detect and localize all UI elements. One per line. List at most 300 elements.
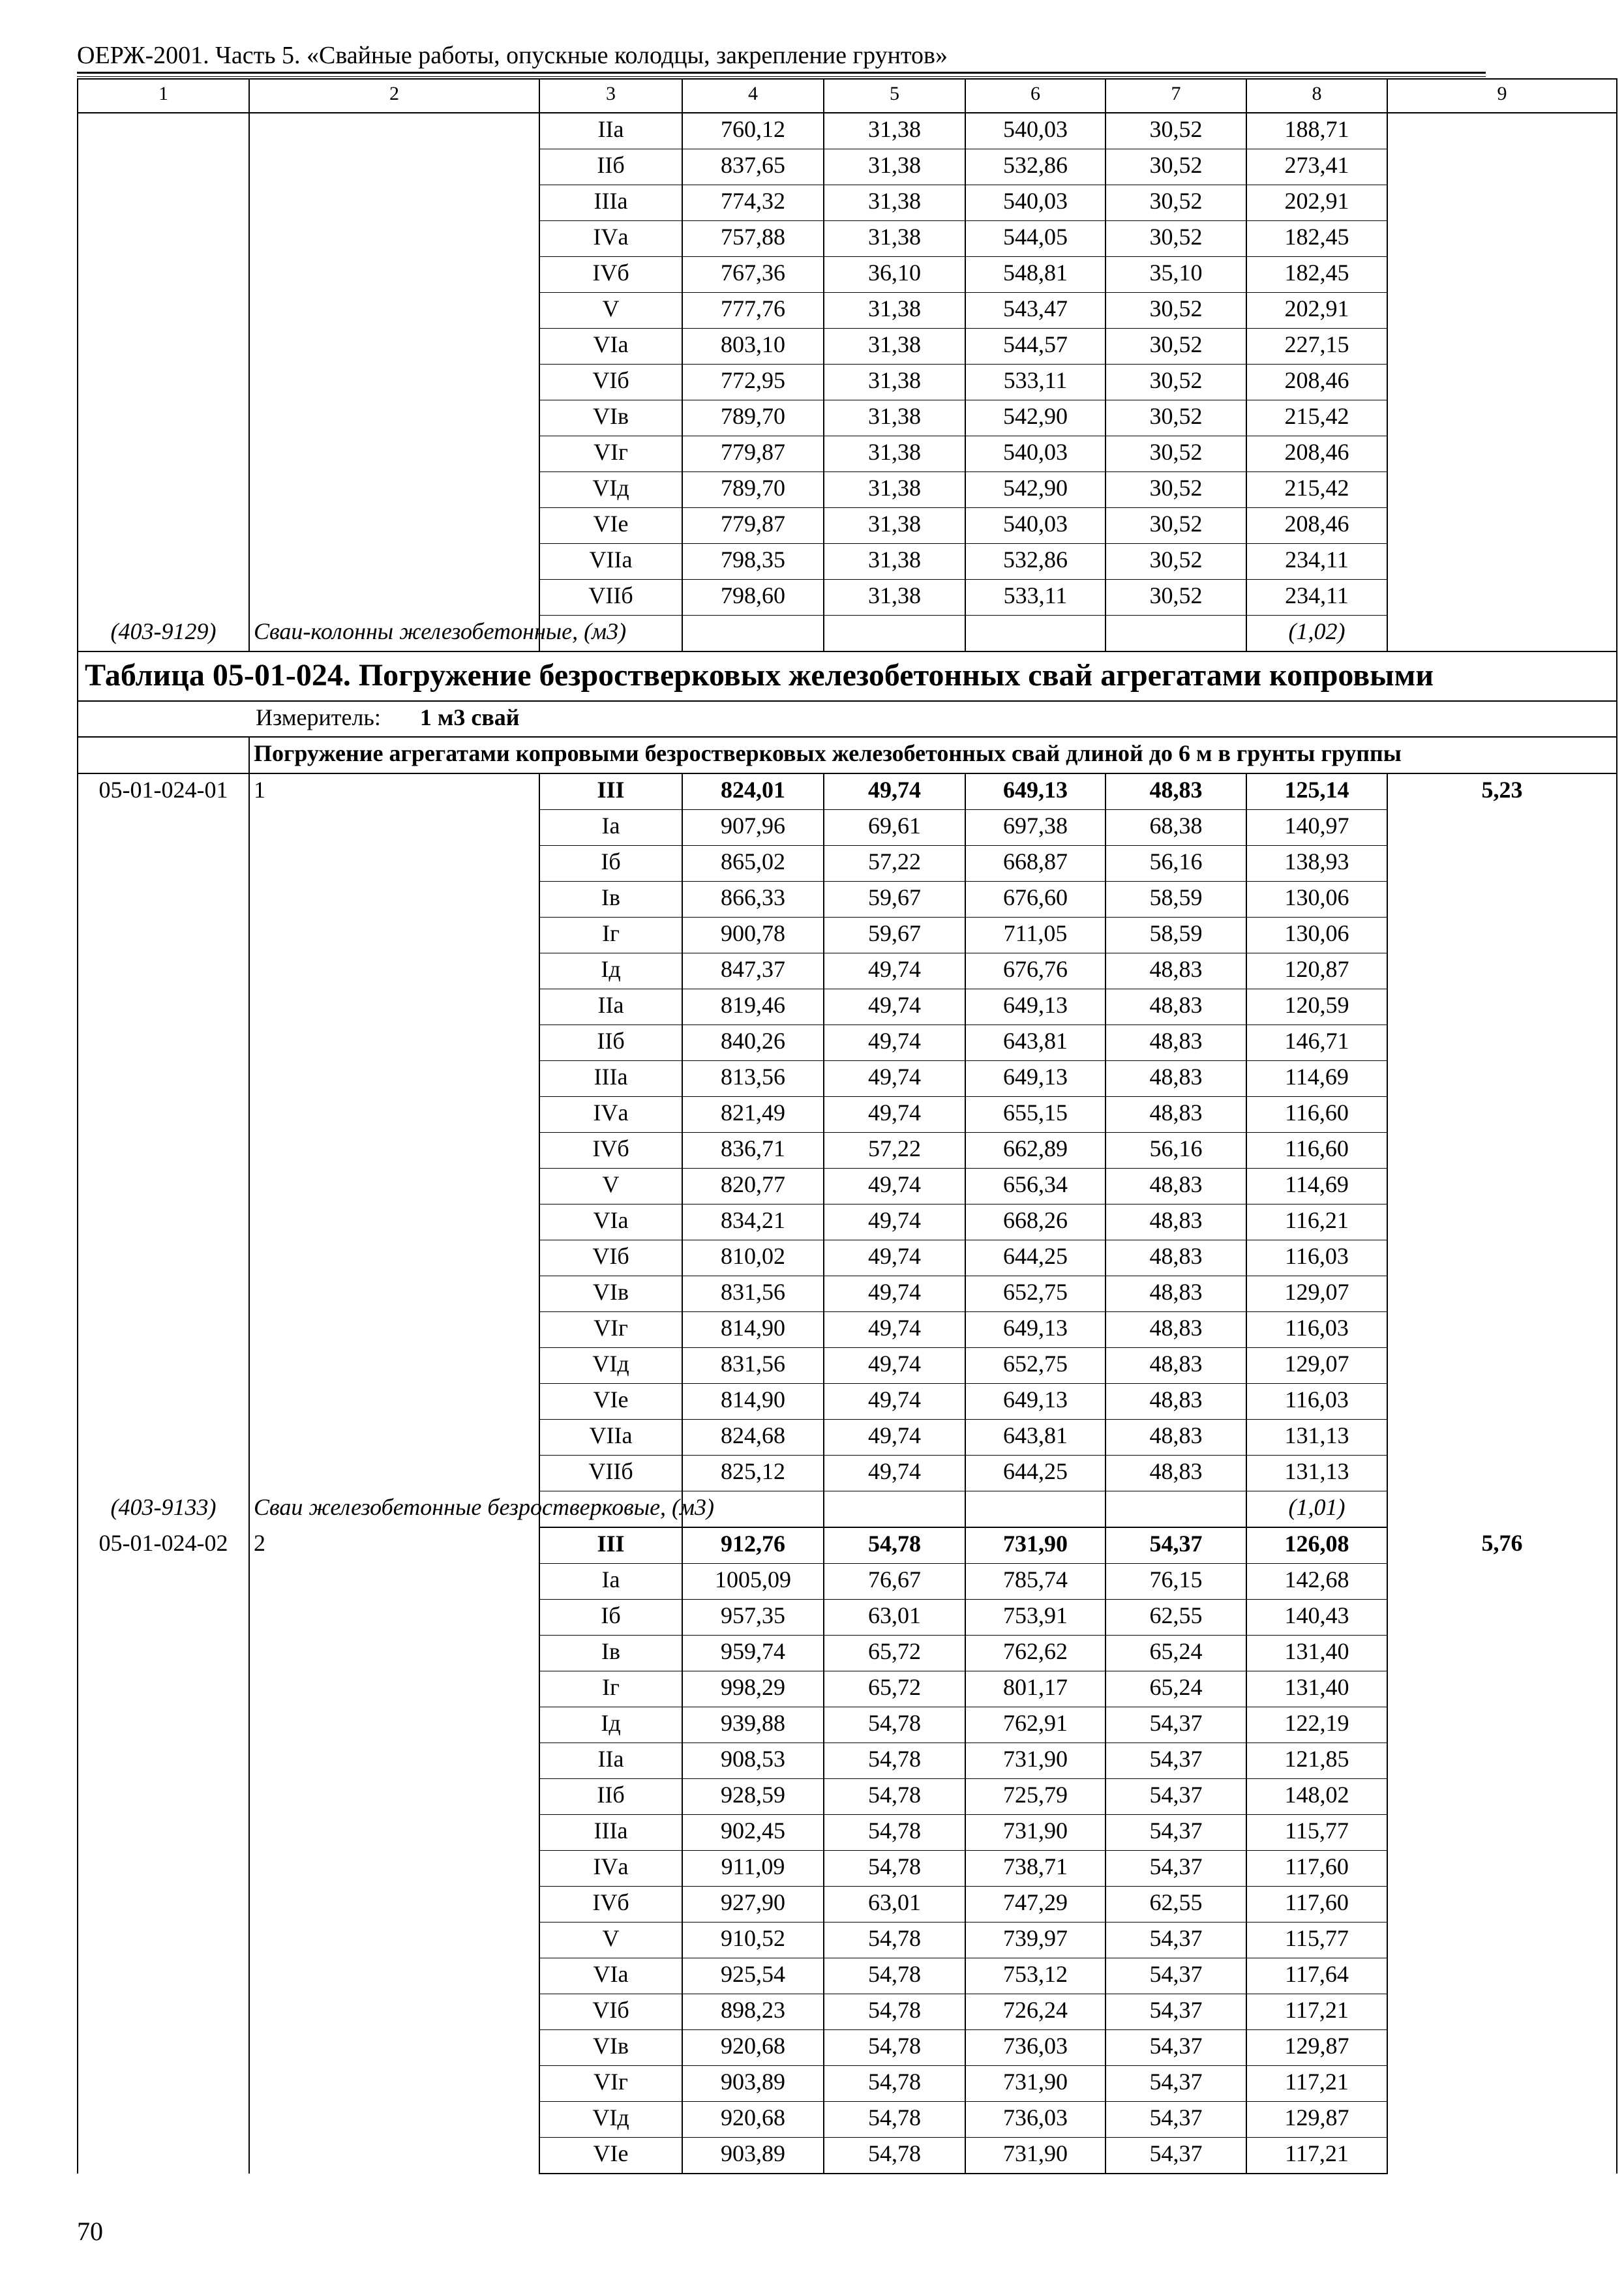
table-row xyxy=(78,293,1617,329)
rate-value: 116,03 xyxy=(1246,1384,1387,1420)
rate-value: 31,38 xyxy=(824,580,965,616)
table-cell xyxy=(249,810,539,846)
table-row xyxy=(78,1348,1617,1384)
rate-value: 820,77 xyxy=(682,1169,824,1204)
soil-group: VIг xyxy=(539,2066,682,2102)
table-cell xyxy=(249,257,539,293)
rate-value: 54,78 xyxy=(824,1815,965,1851)
rate-value: 801,17 xyxy=(965,1671,1105,1707)
rate-value: 920,68 xyxy=(682,2030,824,2066)
rate-value: 30,52 xyxy=(1105,329,1246,365)
labor-value xyxy=(1387,1240,1617,1276)
table-cell xyxy=(249,1636,539,1671)
table-cell xyxy=(78,1707,249,1743)
labor-value xyxy=(1387,1922,1617,1958)
table-row xyxy=(78,1061,1617,1097)
rate-value: 48,83 xyxy=(1105,1420,1246,1456)
soil-group: IIIа xyxy=(539,1061,682,1097)
rate-value: 54,37 xyxy=(1105,1707,1246,1743)
labor-value: 5,23 xyxy=(1387,773,1617,810)
rate-value: 819,46 xyxy=(682,989,824,1025)
soil-group: VIб xyxy=(539,365,682,400)
rate-value: 814,90 xyxy=(682,1312,824,1348)
rate-value: 789,70 xyxy=(682,472,824,508)
rate-value: 140,43 xyxy=(1246,1600,1387,1636)
rate-value: 831,56 xyxy=(682,1276,824,1312)
rate-value: 48,83 xyxy=(1105,1169,1246,1204)
labor-value xyxy=(1387,953,1617,989)
table-cell xyxy=(249,580,539,616)
rate-value: 65,24 xyxy=(1105,1671,1246,1707)
rate-value: 36,10 xyxy=(824,257,965,293)
material-ref: (403-9133) xyxy=(78,1491,249,1528)
material-ref: (403-9129) xyxy=(78,616,249,652)
table-cell xyxy=(249,508,539,544)
rate-value: 911,09 xyxy=(682,1851,824,1887)
table-cell xyxy=(78,810,249,846)
table-cell xyxy=(249,2102,539,2138)
soil-group: VIа xyxy=(539,1204,682,1240)
table-cell xyxy=(1105,1491,1246,1528)
labor-value xyxy=(1387,1025,1617,1061)
rate-value: 273,41 xyxy=(1246,149,1387,185)
rate-code: 05-01-024-01 xyxy=(78,773,249,810)
table-row xyxy=(78,1887,1617,1922)
rate-value: 140,97 xyxy=(1246,810,1387,846)
rate-value: 810,02 xyxy=(682,1240,824,1276)
table-cell xyxy=(78,544,249,580)
rate-value: 116,60 xyxy=(1246,1133,1387,1169)
table-cell xyxy=(78,113,249,149)
rate-value: 760,12 xyxy=(682,113,824,149)
table-cell xyxy=(249,436,539,472)
rate-value: 48,83 xyxy=(1105,1097,1246,1133)
labor-value xyxy=(1387,1851,1617,1887)
rate-value: 31,38 xyxy=(824,365,965,400)
table-row xyxy=(78,989,1617,1025)
rate-value: 533,11 xyxy=(965,365,1105,400)
table-cell xyxy=(1105,616,1246,652)
labor-value xyxy=(1387,882,1617,918)
table-cell xyxy=(78,293,249,329)
rate-value: 774,32 xyxy=(682,185,824,221)
table-cell xyxy=(824,1491,965,1528)
soil-group: Iб xyxy=(539,1600,682,1636)
rate-value: 31,38 xyxy=(824,436,965,472)
rate-value: 30,52 xyxy=(1105,365,1246,400)
table-cell xyxy=(78,1061,249,1097)
soil-group: VIв xyxy=(539,400,682,436)
table-title: Таблица 05-01-024. Погружение безростверковых железобетонных свай агрегатами копровыми xyxy=(78,651,1617,701)
table-row xyxy=(78,918,1617,953)
rate-value: 131,13 xyxy=(1246,1420,1387,1456)
table-row xyxy=(78,1600,1617,1636)
rate-value: 777,76 xyxy=(682,293,824,329)
table-cell xyxy=(78,1348,249,1384)
rate-value: 739,97 xyxy=(965,1922,1105,1958)
rate-value: 542,90 xyxy=(965,400,1105,436)
rate-value: 208,46 xyxy=(1246,436,1387,472)
rate-value: 30,52 xyxy=(1105,149,1246,185)
table-cell xyxy=(249,1456,539,1491)
rate-value: 668,87 xyxy=(965,846,1105,882)
table-row xyxy=(78,221,1617,257)
rate-value: 939,88 xyxy=(682,1707,824,1743)
rate-value: 753,12 xyxy=(965,1958,1105,1994)
rate-value: 234,11 xyxy=(1246,544,1387,580)
rate-value: 62,55 xyxy=(1105,1600,1246,1636)
table-cell xyxy=(78,1312,249,1348)
rate-value: 48,83 xyxy=(1105,773,1246,810)
rate-value: 772,95 xyxy=(682,365,824,400)
table-row xyxy=(78,1851,1617,1887)
rate-value: 57,22 xyxy=(824,846,965,882)
table-cell xyxy=(78,1169,249,1204)
rate-value: 56,16 xyxy=(1105,846,1246,882)
rate-value: 117,64 xyxy=(1246,1958,1387,1994)
table-cell xyxy=(78,1851,249,1887)
labor-value xyxy=(1387,1312,1617,1348)
rate-value: 54,37 xyxy=(1105,1743,1246,1779)
soil-group: VIа xyxy=(539,1958,682,1994)
labor-value xyxy=(1387,1671,1617,1707)
rate-value: 649,13 xyxy=(965,773,1105,810)
rate-value: 643,81 xyxy=(965,1025,1105,1061)
table-row xyxy=(78,1240,1617,1276)
table-cell xyxy=(78,1636,249,1671)
rate-value: 644,25 xyxy=(965,1456,1105,1491)
rate-value: 540,03 xyxy=(965,185,1105,221)
table-cell xyxy=(1387,1491,1617,1528)
rate-value: 114,69 xyxy=(1246,1061,1387,1097)
rate-value: 31,38 xyxy=(824,149,965,185)
soil-group: VIб xyxy=(539,1240,682,1276)
labor-value xyxy=(1387,185,1617,221)
table-row xyxy=(78,953,1617,989)
table-row xyxy=(78,1815,1617,1851)
labor-value xyxy=(1387,1097,1617,1133)
rate-value: 116,03 xyxy=(1246,1312,1387,1348)
rate-value: 903,89 xyxy=(682,2066,824,2102)
rate-value: 117,60 xyxy=(1246,1851,1387,1887)
soil-group: IIб xyxy=(539,149,682,185)
table-row xyxy=(78,436,1617,472)
rate-code: 05-01-024-02 xyxy=(78,1527,249,1564)
soil-group: IIа xyxy=(539,113,682,149)
rate-value: 63,01 xyxy=(824,1887,965,1922)
rate-value: 59,67 xyxy=(824,882,965,918)
table-row xyxy=(78,1204,1617,1240)
rate-value: 49,74 xyxy=(824,1025,965,1061)
soil-group: IVб xyxy=(539,1887,682,1922)
section-heading: Погружение агрегатами копровыми безростверковых железобетонных свай длиной до 6 м в грунты группы xyxy=(249,737,1617,773)
rate-value: 540,03 xyxy=(965,113,1105,149)
table-row xyxy=(78,1133,1617,1169)
table-cell xyxy=(249,400,539,436)
table-row xyxy=(78,400,1617,436)
table-cell xyxy=(78,436,249,472)
soil-group: V xyxy=(539,1922,682,1958)
table-cell xyxy=(78,1097,249,1133)
table-cell xyxy=(249,1061,539,1097)
table-cell xyxy=(78,1384,249,1420)
labor-value xyxy=(1387,1061,1617,1097)
table-cell xyxy=(78,846,249,882)
table-cell xyxy=(249,293,539,329)
rate-value: 69,61 xyxy=(824,810,965,846)
table-cell xyxy=(249,1097,539,1133)
soil-group: V xyxy=(539,1169,682,1204)
soil-group: IVа xyxy=(539,1097,682,1133)
rate-value: 188,71 xyxy=(1246,113,1387,149)
rate-value: 920,68 xyxy=(682,2102,824,2138)
column-header: 7 xyxy=(1105,79,1246,113)
table-row xyxy=(78,329,1617,365)
rate-value: 49,74 xyxy=(824,773,965,810)
table-cell xyxy=(249,1276,539,1312)
rate-value: 35,10 xyxy=(1105,257,1246,293)
rate-value: 49,74 xyxy=(824,1061,965,1097)
rate-value: 831,56 xyxy=(682,1348,824,1384)
table-cell xyxy=(78,953,249,989)
column-header: 6 xyxy=(965,79,1105,113)
table-cell xyxy=(249,1671,539,1707)
rate-value: 49,74 xyxy=(824,1348,965,1384)
rate-value: 49,74 xyxy=(824,989,965,1025)
rate-value: 30,52 xyxy=(1105,472,1246,508)
soil-group: V xyxy=(539,293,682,329)
rate-value: 903,89 xyxy=(682,2138,824,2174)
table-cell xyxy=(249,2030,539,2066)
rate-value: 543,47 xyxy=(965,293,1105,329)
rate-value: 117,21 xyxy=(1246,2138,1387,2174)
rate-value: 54,37 xyxy=(1105,1779,1246,1815)
rate-value: 533,11 xyxy=(965,580,1105,616)
rate-value: 814,90 xyxy=(682,1384,824,1420)
rate-value: 747,29 xyxy=(965,1887,1105,1922)
rate-value: 49,74 xyxy=(824,1456,965,1491)
rate-value: 959,74 xyxy=(682,1636,824,1671)
table-cell xyxy=(249,221,539,257)
labor-value xyxy=(1387,1707,1617,1743)
rate-value: 48,83 xyxy=(1105,1061,1246,1097)
rate-value: 798,35 xyxy=(682,544,824,580)
labor-value xyxy=(1387,1887,1617,1922)
meter xyxy=(249,701,1617,737)
rate-value: 649,13 xyxy=(965,1312,1105,1348)
rate-value: 54,78 xyxy=(824,1527,965,1564)
table-row xyxy=(78,113,1617,149)
column-header: 3 xyxy=(539,79,682,113)
table-row xyxy=(78,2030,1617,2066)
rate-value: 76,67 xyxy=(824,1564,965,1600)
table-cell xyxy=(249,1815,539,1851)
labor-value xyxy=(1387,1420,1617,1456)
table-cell xyxy=(78,329,249,365)
labor-value xyxy=(1387,1564,1617,1600)
rate-value: 130,06 xyxy=(1246,882,1387,918)
rate-value: 54,78 xyxy=(824,1707,965,1743)
table-row xyxy=(78,1743,1617,1779)
table-cell xyxy=(249,185,539,221)
rate-value: 998,29 xyxy=(682,1671,824,1707)
table-cell xyxy=(249,544,539,580)
table-cell xyxy=(249,1133,539,1169)
rate-value: 76,15 xyxy=(1105,1564,1246,1600)
rate-value: 129,07 xyxy=(1246,1276,1387,1312)
rate-value: 31,38 xyxy=(824,185,965,221)
rate-value: 898,23 xyxy=(682,1994,824,2030)
soil-group: IIIа xyxy=(539,1815,682,1851)
labor-value xyxy=(1387,1348,1617,1384)
labor-value xyxy=(1387,2030,1617,2066)
labor-value xyxy=(1387,846,1617,882)
rate-value: 117,60 xyxy=(1246,1887,1387,1922)
rate-value: 711,05 xyxy=(965,918,1105,953)
rate-value: 31,38 xyxy=(824,221,965,257)
rate-value: 31,38 xyxy=(824,113,965,149)
section-row xyxy=(78,737,1617,773)
soil-group: Iв xyxy=(539,882,682,918)
rate-value: 54,78 xyxy=(824,1922,965,1958)
table-row xyxy=(78,257,1617,293)
table-cell xyxy=(1387,616,1617,652)
table-cell xyxy=(249,1564,539,1600)
rate-value: 866,33 xyxy=(682,882,824,918)
rate-value: 227,15 xyxy=(1246,329,1387,365)
soil-group: IVа xyxy=(539,221,682,257)
table-cell xyxy=(78,1276,249,1312)
table-cell xyxy=(78,1743,249,1779)
rate-value: 129,87 xyxy=(1246,2102,1387,2138)
soil-group: VIа xyxy=(539,329,682,365)
rate-value: 122,19 xyxy=(1246,1707,1387,1743)
table-cell xyxy=(78,989,249,1025)
table-row xyxy=(78,1564,1617,1600)
soil-group: Iа xyxy=(539,1564,682,1600)
rates-table xyxy=(77,78,1617,2174)
labor-value xyxy=(1387,580,1617,616)
rate-value: 49,74 xyxy=(824,1384,965,1420)
rate-value: 130,06 xyxy=(1246,918,1387,953)
rate-value: 54,37 xyxy=(1105,1922,1246,1958)
soil-group: VIIб xyxy=(539,1456,682,1491)
labor-value xyxy=(1387,1779,1617,1815)
table-row xyxy=(78,544,1617,580)
table-cell xyxy=(78,2102,249,2138)
rate-value: 30,52 xyxy=(1105,580,1246,616)
table-cell xyxy=(249,472,539,508)
table-cell xyxy=(78,2138,249,2174)
soil-group: VIд xyxy=(539,1348,682,1384)
rate-value: 117,21 xyxy=(1246,2066,1387,2102)
labor-value xyxy=(1387,1456,1617,1491)
rate-value: 649,13 xyxy=(965,1384,1105,1420)
rate-value: 116,03 xyxy=(1246,1240,1387,1276)
table-cell xyxy=(249,1204,539,1240)
rate-value: 146,71 xyxy=(1246,1025,1387,1061)
rate-value: 48,83 xyxy=(1105,1312,1246,1348)
rate-value: 865,02 xyxy=(682,846,824,882)
rate-value: 54,78 xyxy=(824,1743,965,1779)
rate-value: 31,38 xyxy=(824,508,965,544)
rate-value: 48,83 xyxy=(1105,1276,1246,1312)
table-cell xyxy=(824,616,965,652)
labor-value xyxy=(1387,810,1617,846)
rate-value: 736,03 xyxy=(965,2030,1105,2066)
header-rule xyxy=(77,72,1486,74)
meter-row xyxy=(78,701,1617,737)
labor-value xyxy=(1387,508,1617,544)
labor-value xyxy=(1387,365,1617,400)
table-cell xyxy=(249,953,539,989)
rate-value: 767,36 xyxy=(682,257,824,293)
rate-value: 753,91 xyxy=(965,1600,1105,1636)
soil-group: VIг xyxy=(539,1312,682,1348)
table-cell xyxy=(249,1707,539,1743)
table-row xyxy=(78,1097,1617,1133)
table-cell xyxy=(249,1887,539,1922)
rate-value: 54,37 xyxy=(1105,2066,1246,2102)
material-name: Сваи-колонны железобетонные, (м3) xyxy=(249,616,539,652)
rate-value: 63,01 xyxy=(824,1600,965,1636)
rate-value: 908,53 xyxy=(682,1743,824,1779)
rate-value: 65,72 xyxy=(824,1636,965,1671)
labor-value xyxy=(1387,113,1617,149)
table-row xyxy=(78,773,1617,810)
rate-value: 847,37 xyxy=(682,953,824,989)
rate-value: 148,02 xyxy=(1246,1779,1387,1815)
table-cell xyxy=(249,2066,539,2102)
rate-value: 49,74 xyxy=(824,1276,965,1312)
rate-value: 731,90 xyxy=(965,2066,1105,2102)
table-row xyxy=(78,2138,1617,2174)
table-row xyxy=(78,1420,1617,1456)
labor-value xyxy=(1387,544,1617,580)
rate-value: 59,67 xyxy=(824,918,965,953)
rate-value: 925,54 xyxy=(682,1958,824,1994)
table-cell xyxy=(78,1887,249,1922)
rate-value: 902,45 xyxy=(682,1815,824,1851)
table-cell xyxy=(78,1922,249,1958)
rate-value: 65,72 xyxy=(824,1671,965,1707)
table-cell xyxy=(249,1025,539,1061)
rate-value: 142,68 xyxy=(1246,1564,1387,1600)
table-cell xyxy=(78,1815,249,1851)
table-cell xyxy=(78,918,249,953)
table-cell xyxy=(249,989,539,1025)
rate-value: 655,15 xyxy=(965,1097,1105,1133)
rate-value: 532,86 xyxy=(965,149,1105,185)
table-cell xyxy=(78,1958,249,1994)
rate-value: 757,88 xyxy=(682,221,824,257)
rate-value: 202,91 xyxy=(1246,293,1387,329)
rate-value: 668,26 xyxy=(965,1204,1105,1240)
rate-value: 798,60 xyxy=(682,580,824,616)
rate-value: 58,59 xyxy=(1105,882,1246,918)
meter-label: Измеритель: xyxy=(256,704,381,730)
rate-value: 65,24 xyxy=(1105,1636,1246,1671)
page-number: 70 xyxy=(77,2217,103,2246)
labor-value xyxy=(1387,149,1617,185)
rate-value: 48,83 xyxy=(1105,1025,1246,1061)
soil-group: IVб xyxy=(539,257,682,293)
labor-value xyxy=(1387,1743,1617,1779)
table-cell xyxy=(78,149,249,185)
running-header: ОЕРЖ-2001. Часть 5. «Свайные работы, опускные колодцы, закрепление грунтов» xyxy=(77,42,948,69)
table-row xyxy=(78,1025,1617,1061)
labor-value xyxy=(1387,293,1617,329)
